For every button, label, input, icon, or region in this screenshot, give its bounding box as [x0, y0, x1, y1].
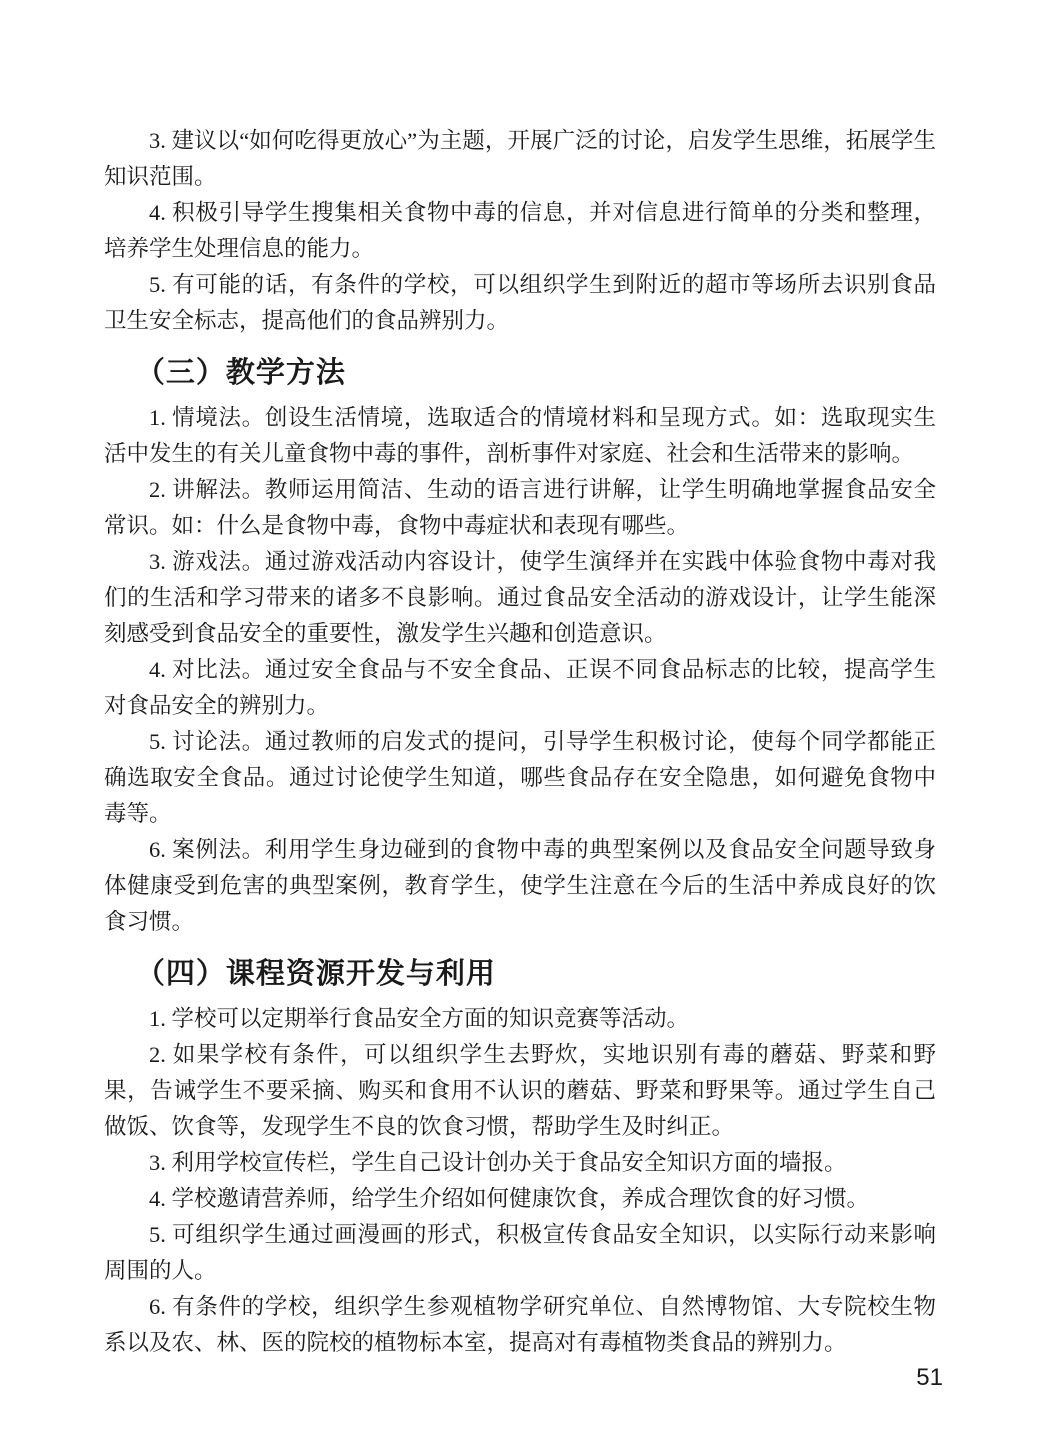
paragraph: 5. 可组织学生通过画漫画的形式，积极宣传食品安全知识，以实际行动来影响周围的人。 [104, 1222, 936, 1283]
paragraph: 2. 如果学校有条件，可以组织学生去野炊，实地识别有毒的蘑菇、野菜和野果，告诫学生不要采摘、购买和食用不认识的蘑菇、野菜和野果等。通过学生自己做饭、饮食等，发现学生不良的饮食习惯，帮助学生及时纠正。 [104, 1042, 936, 1139]
paragraph: 3. 游戏法。通过游戏活动内容设计，使学生演绎并在实践中体验食物中毒对我们的生活和学习带来的诸多不良影响。通过食品安全活动的游戏设计，让学生能深刻感受到食品安全的重要性，激发学生兴趣和创造意识。 [104, 549, 936, 646]
paragraph: 1. 学校可以定期举行食品安全方面的知识竞赛等活动。 [149, 1006, 690, 1031]
section-heading-curriculum-resources: （四）课程资源开发与利用 [135, 958, 496, 990]
section-heading-teaching-methods: （三）教学方法 [135, 357, 346, 389]
paragraph: 6. 案例法。利用学生身边碰到的食物中毒的典型案例以及食品安全问题导致身体健康受到危害的典型案例，教育学生，使学生注意在今后的生活中养成良好的饮食习惯。 [104, 837, 936, 934]
paragraph: 4. 积极引导学生搜集相关食物中毒的信息，并对信息进行简单的分类和整理，培养学生处理信息的能力。 [104, 200, 936, 261]
paragraph: 5. 有可能的话，有条件的学校，可以组织学生到附近的超市等场所去识别食品卫生安全标志，提高他们的食品辨别力。 [104, 272, 936, 333]
paragraph: 4. 对比法。通过安全食品与不安全食品、正误不同食品标志的比较，提高学生对食品安全的辨别力。 [104, 657, 936, 718]
paragraph: 2. 讲解法。教师运用简洁、生动的语言进行讲解，让学生明确地掌握食品安全常识。如：什么是食物中毒，食物中毒症状和表现有哪些。 [104, 477, 936, 538]
paragraph: 3. 利用学校宣传栏，学生自己设计创办关于食品安全知识方面的墙报。 [149, 1150, 847, 1175]
paragraph: 6. 有条件的学校，组织学生参观植物学研究单位、自然博物馆、大专院校生物系以及农、林、医的院校的植物标本室，提高对有毒植物类食品的辨别力。 [104, 1294, 936, 1355]
paragraph: 1. 情境法。创设生活情境，选取适合的情境材料和呈现方式。如：选取现实生活中发生的有关儿童食物中毒的事件，剖析事件对家庭、社会和生活带来的影响。 [104, 405, 936, 466]
page-number: 51 [916, 1364, 943, 1391]
paragraph: 3. 建议以“如何吃得更放心”为主题，开展广泛的讨论，启发学生思维，拓展学生知识范围。 [104, 128, 936, 189]
page-content [104, 123, 936, 1361]
paragraph: 4. 学校邀请营养师，给学生介绍如何健康饮食，养成合理饮食的好习惯。 [149, 1186, 870, 1211]
paragraph: 5. 讨论法。通过教师的启发式的提问，引导学生积极讨论，使每个同学都能正确选取安全食品。通过讨论使学生知道，哪些食品存在安全隐患，如何避免食物中毒等。 [104, 729, 936, 826]
